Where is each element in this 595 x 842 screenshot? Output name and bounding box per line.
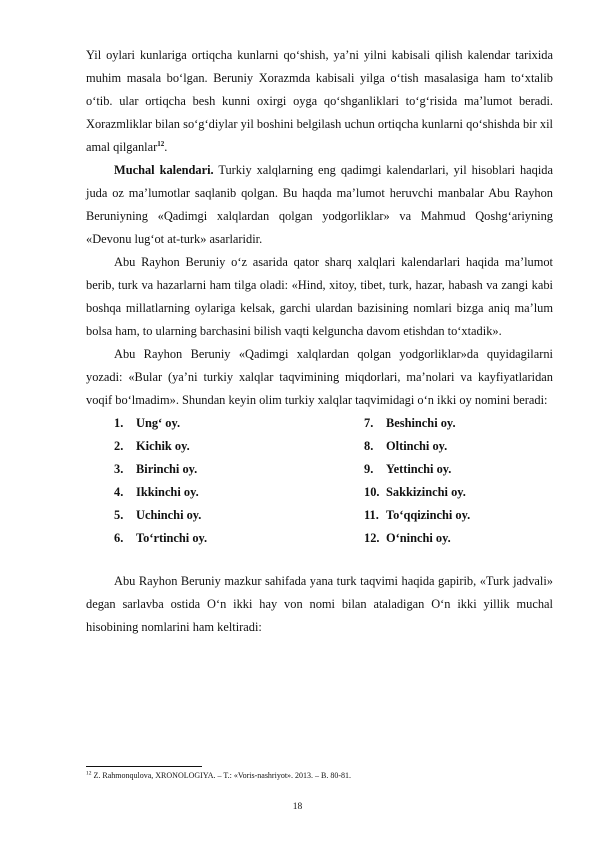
page-number: 18	[292, 802, 303, 812]
month-item: 2. Kichik oy.	[114, 439, 190, 453]
page-body	[86, 44, 553, 639]
paragraph-1-text: Yil oylari kunlariga ortiqcha kunlarni qo‘shish, ya’ni yilni kabisali qilish kalendar tarixida muhim masala bo‘lgan. Beruniy Xorazmda kabisali yilga o‘tish masalasiga ham to‘xtalib o‘tib. ular ortiqcha besh kunni oxirgi oyga qo‘shganliklari to‘g‘risida ma’lumot beradi. Xorazmliklar bilan so‘g‘diylar yil boshini belgilash uchun ortiqcha kunlarni qo‘shishda bir xil amal qilganlar	[86, 48, 553, 154]
footnote-text: Z. Rahmonqulova, XRONOLOGIYA. – T.: «Voris-nashriyot». 2013. – B. 80-81.	[91, 771, 352, 780]
month-item: 11. To‘qqizinchi oy.	[364, 508, 471, 522]
month-item: 3. Birinchi oy.	[114, 462, 198, 476]
footnote-reference[interactable]: 12	[157, 139, 165, 148]
month-item: 1. Ung‘ oy.	[114, 416, 181, 430]
month-item: 12. O‘ninchi oy.	[364, 531, 451, 545]
footnote-number: 12	[86, 770, 92, 777]
month-item: 9. Yettinchi oy.	[364, 462, 452, 476]
month-item: 4. Ikkinchi oy.	[114, 485, 199, 499]
month-item: 8. Oltinchi oy.	[364, 439, 448, 453]
paragraph-2-text: Turkiy xalqlarning eng qadimgi kalendarlari, yil hisoblari haqida juda oz ma’lumotlar saqlanib qolgan. Bu haqda ma’lumot heruvchi manbalar Abu Rayhon Beruniyning «Qadimgi xalqlardan qolgan yodgorliklar» va Mahmud Qoshg‘ariyning «Devonu lug‘ot at-turk» asarlaridir.	[86, 163, 553, 246]
footnote-divider	[86, 766, 202, 767]
paragraph-1-end: .	[164, 140, 168, 154]
section-heading-muchal: Muchal kalendari.	[114, 163, 214, 177]
paragraph-5: Abu Rayhon Beruniy mazkur sahifada yana turk taqvimi haqida gapirib, «Turk jadvali» degan sarlavba ostida O‘n ikki hay von nomi bilan ataladigan O‘n ikki yillik muchal hisobining nomlarini ham keltiradi:	[86, 574, 553, 634]
spacer	[86, 550, 553, 570]
paragraph-2	[86, 159, 553, 251]
month-item: 10. Sakkizinchi oy.	[364, 485, 466, 499]
month-item: 6. To‘rtinchi oy.	[114, 531, 208, 545]
month-item: 7. Beshinchi oy.	[364, 416, 456, 430]
footnote	[86, 771, 351, 781]
paragraph-1	[86, 44, 553, 159]
paragraph-4: Abu Rayhon Beruniy «Qadimgi xalqlardan qolgan yodgorliklar»da quyidagilarni yozadi: «Bular (ya’ni turkiy xalqlar taqvimining miqdorlari, ma’nolari va kayfiyatlaridan voqif bo‘lmadim». Shundan keyin olim turkiy xalqlar taqvimidagi o‘n ikki oy nomini beradi:	[86, 347, 553, 407]
paragraph-3: Abu Rayhon Beruniy o‘z asarida qator sharq xalqlari kalendarlari haqida ma’lumot berib, turk va hazarlarni ham tilga oladi: «Hind, xitoy, tibet, turk, hazar, habash va zangi kabi boshqa millatlarning oylariga kelsak, garchi ulardan bazisining nomlari bizga aniq ma’lum bolsa ham, to ularning barchasini bilish vaqti kelguncha davom etishdan to‘xtadik».	[86, 255, 553, 338]
month-item: 5. Uchinchi oy.	[114, 508, 202, 522]
month-list	[114, 412, 553, 550]
